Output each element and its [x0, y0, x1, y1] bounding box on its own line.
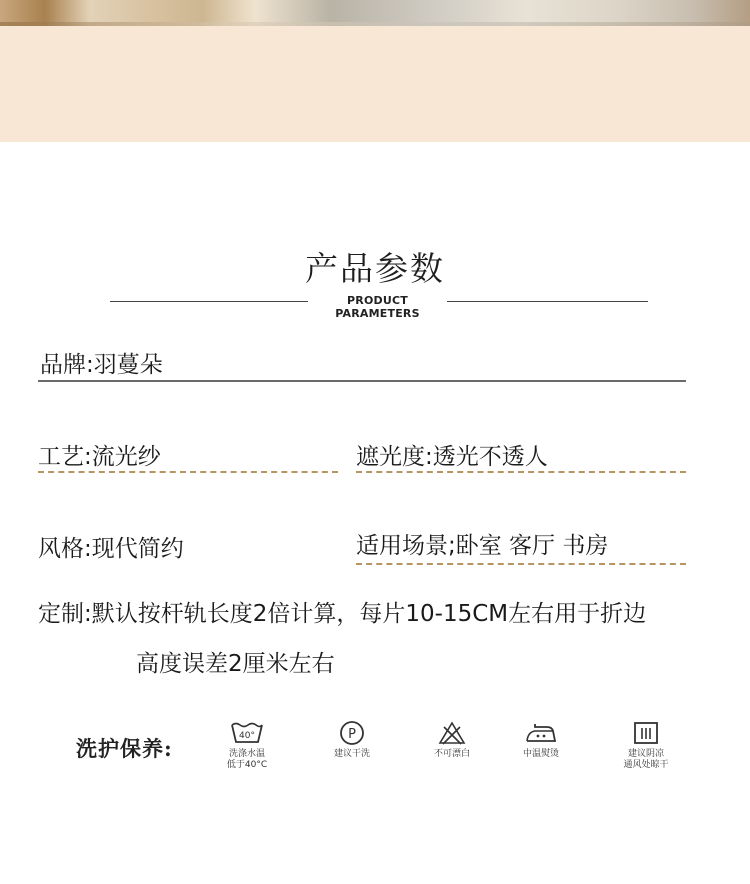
custom-note-line-1: 定制:默认按杆轨长度2倍计算，每片10-15CM左右用于折边: [38, 601, 647, 627]
care-item-wash: [202, 720, 292, 771]
param-style-value: 现代简约: [91, 536, 184, 562]
care-item-dry: [601, 720, 691, 771]
care-caption-dry-clean-line1: 建议干洗: [333, 749, 370, 759]
param-style-label: 风格: [38, 536, 84, 562]
param-brand-value: 羽蔓朵: [93, 352, 163, 378]
care-caption-no-bleach-line1: 不可漂白: [433, 749, 470, 759]
param-scene-label: 适用场景: [356, 533, 448, 559]
subtitle-rule-left: [110, 301, 308, 302]
care-item-dry-clean: [307, 720, 397, 760]
subtitle-text: PRODUCT PARAMETERS: [335, 294, 420, 320]
dry-clean-symbol: P: [348, 727, 356, 742]
wash-temp-symbol: 40°: [239, 731, 255, 741]
param-shading-sep: :: [425, 444, 433, 470]
param-style: [38, 536, 184, 562]
param-craft-label: 工艺: [38, 444, 84, 470]
brand-underline: [38, 380, 686, 382]
care-caption-dry-line2: 通风处晾干: [623, 760, 669, 770]
param-brand-label: 品牌: [40, 352, 86, 378]
care-item-no-bleach: [407, 720, 497, 760]
scene-underline: [356, 563, 686, 565]
care-caption-no-bleach: [407, 749, 497, 760]
care-item-iron: [496, 720, 586, 760]
param-shading-value: 透光不透人: [432, 444, 548, 470]
care-caption-wash: [202, 749, 292, 771]
param-craft: [38, 444, 161, 470]
param-scene-value: 卧室 客厅 书房: [455, 533, 609, 559]
care-caption-dry-clean: [307, 749, 397, 760]
care-caption-wash-line2: 低于40°C: [226, 760, 268, 770]
care-caption-wash-line1: 洗涤水温: [228, 749, 265, 759]
care-caption-dry-line1: 建议阴凉: [627, 749, 664, 759]
param-craft-value: 流光纱: [91, 444, 161, 470]
craft-underline: [38, 471, 338, 473]
dry-clean-icon: [338, 720, 366, 746]
wash-40-icon: [229, 720, 265, 746]
subtitle-rule-right: [447, 301, 648, 302]
care-label: 洗护保养:: [76, 736, 173, 761]
param-craft-sep: :: [84, 444, 92, 470]
param-brand-sep: :: [86, 352, 94, 378]
param-shading-label: 遮光度: [356, 444, 425, 470]
section-title: 产品参数: [305, 249, 445, 288]
care-caption-iron: [496, 749, 586, 760]
peach-band: [0, 26, 750, 142]
iron-medium-icon: [523, 720, 559, 746]
param-shading: [356, 444, 548, 470]
shading-underline: [356, 471, 686, 473]
param-style-sep: :: [84, 536, 92, 562]
custom-note-line-2: 高度误差2厘米左右: [136, 651, 335, 677]
care-caption-iron-line1: 中温熨烫: [522, 749, 559, 759]
param-brand: [40, 352, 163, 378]
param-scene-sep: ;: [448, 533, 456, 559]
care-caption-dry: [601, 749, 691, 771]
param-scene: [356, 533, 608, 559]
product-photo-strip: [0, 0, 750, 26]
no-bleach-icon: [437, 720, 467, 746]
line-dry-shade-icon: [632, 720, 660, 746]
section-subtitle: [110, 294, 648, 320]
